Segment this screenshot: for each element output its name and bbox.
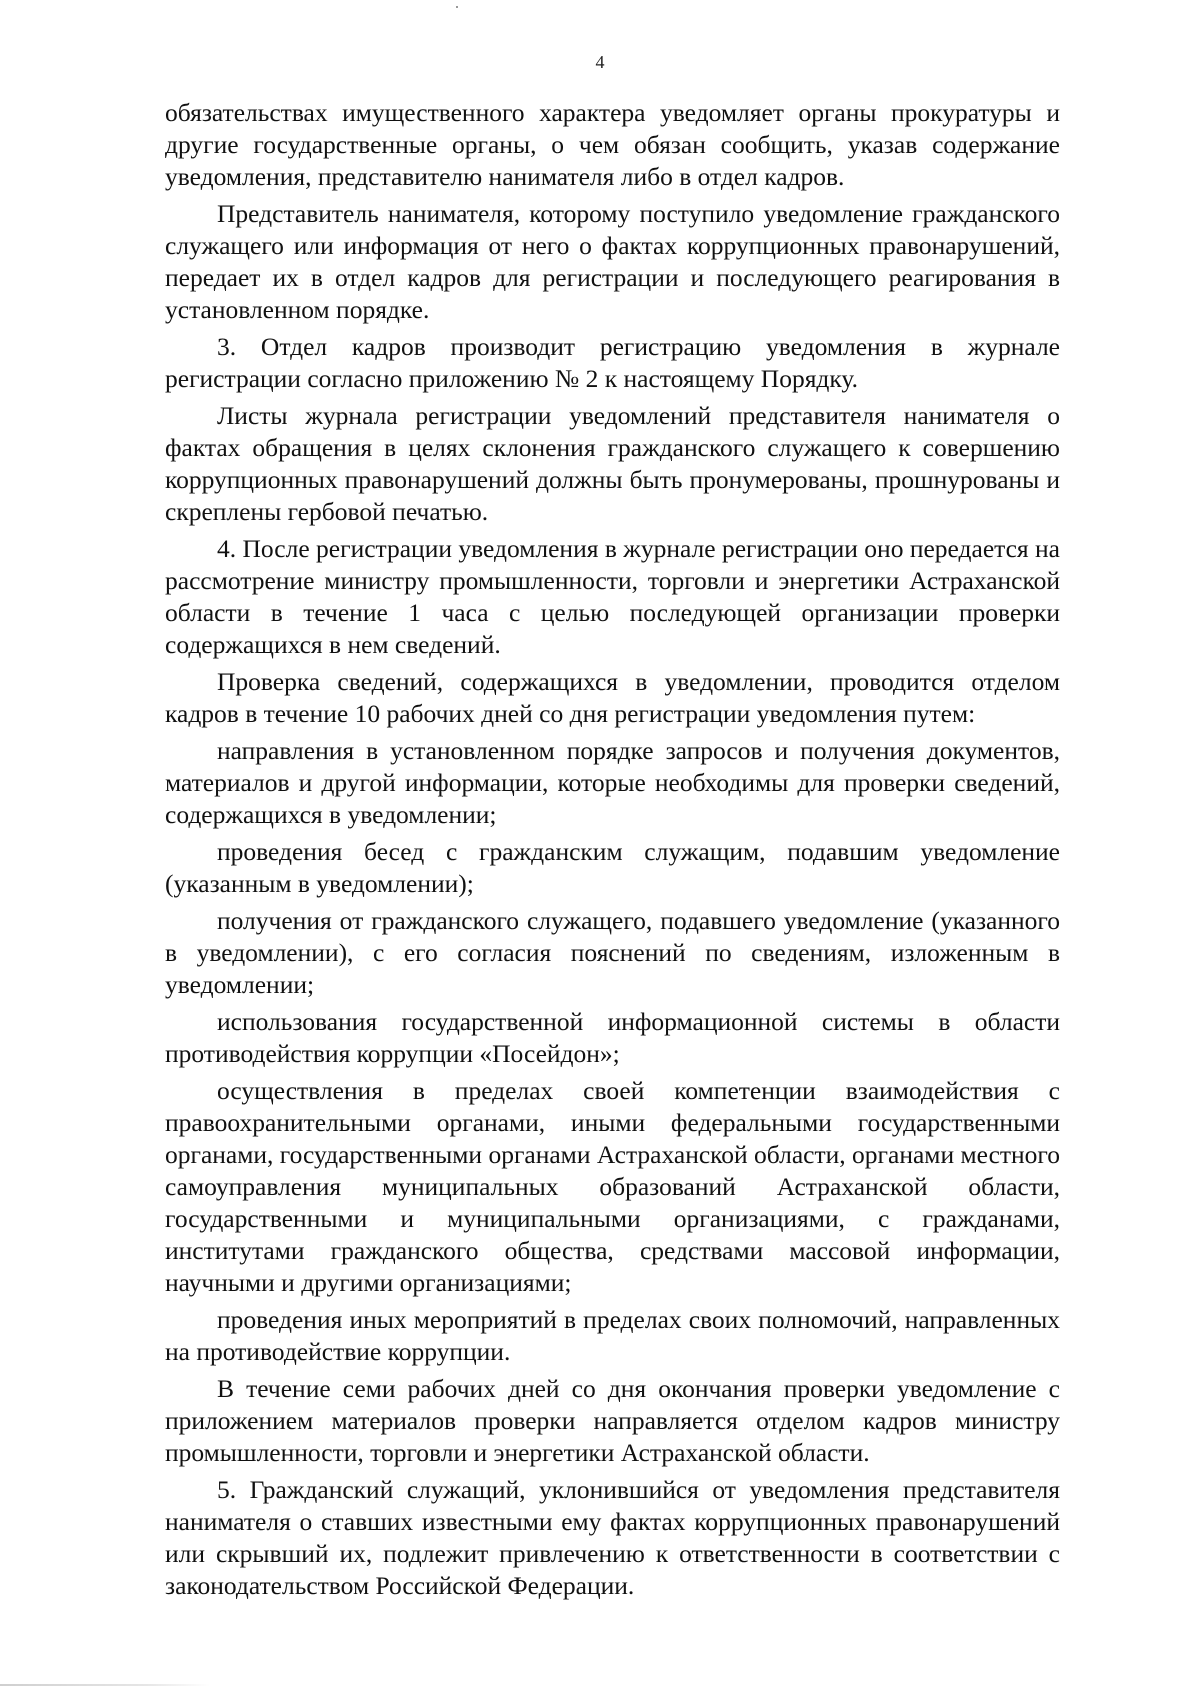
paragraph: Представитель нанимателя, которому поступило уведомление гражданского служащего или информация от него о фактах коррупционных правонарушений, передает их в отдел кадров для регистрации и последующего реагирования в установленном порядке. [165, 199, 1060, 324]
paragraph-continuation: обязательствах имущественного характера уведомляет органы прокуратуры и другие государственные органы, о чем обязан сообщить, указав содержание уведомления, представителю нанимателя либо в отдел кадров. [165, 98, 1060, 191]
paragraph-item-4: 4. После регистрации уведомления в журнале регистрации оно передается на рассмотрение министру промышленности, торговли и энергетики Астраханской области в течение 1 часа с целью последующей организации проверки содержащихся в нем сведений. [165, 534, 1060, 659]
list-item: использования государственной информационной системы в области противодействия коррупции «Посейдон»; [165, 1007, 1060, 1068]
paragraph: Листы журнала регистрации уведомлений представителя нанимателя о фактах обращения в целях склонения гражданского служащего к совершению коррупционных правонарушений должны быть пронумерованы, прошнурованы и скреплены гербовой печатью. [165, 401, 1060, 526]
page-number: 4 [595, 52, 605, 72]
list-item: направления в установленном порядке запросов и получения документов, материалов и другой информации, которые необходимы для проверки сведений, содержащихся в уведомлении; [165, 736, 1060, 829]
list-item: получения от гражданского служащего, подавшего уведомление (указанного в уведомлении), с его согласия пояснений по сведениям, изложенным в уведомлении; [165, 906, 1060, 999]
scan-edge-mark [0, 1684, 210, 1686]
paragraph-item-5: 5. Гражданский служащий, уклонившийся от уведомления представителя нанимателя о ставших известными ему фактах коррупционных правонарушений или скрывший их, подлежит привлечению к ответственности в соответствии с законодательством Российской Федерации. [165, 1475, 1060, 1600]
paragraph: Проверка сведений, содержащихся в уведомлении, проводится отделом кадров в течение 10 рабочих дней со дня регистрации уведомления путем: [165, 667, 1060, 728]
paragraph-item-3: 3. Отдел кадров производит регистрацию уведомления в журнале регистрации согласно приложению № 2 к настоящему Порядку. [165, 332, 1060, 393]
paragraph: В течение семи рабочих дней со дня окончания проверки уведомление с приложением материалов проверки направляется отделом кадров министру промышленности, торговли и энергетики Астраханской области. [165, 1374, 1060, 1467]
list-item: проведения иных мероприятий в пределах своих полномочий, направленных на противодействие коррупции. [165, 1305, 1060, 1366]
list-item: осуществления в пределах своей компетенции взаимодействия с правоохранительными органами, иными федеральными государственными органами, государственными органами Астраханской области, органами местного самоуправления муниципальных образований Астраханской области, государственными и муниципальными организациями, с гражданами, институтами гражданского общества, средствами массовой информации, научными и другими организациями; [165, 1076, 1060, 1297]
document-body [165, 97, 1060, 1607]
list-item: проведения бесед с гражданским служащим, подавшим уведомление (указанным в уведомлении); [165, 837, 1060, 898]
scan-speck [456, 6, 458, 8]
